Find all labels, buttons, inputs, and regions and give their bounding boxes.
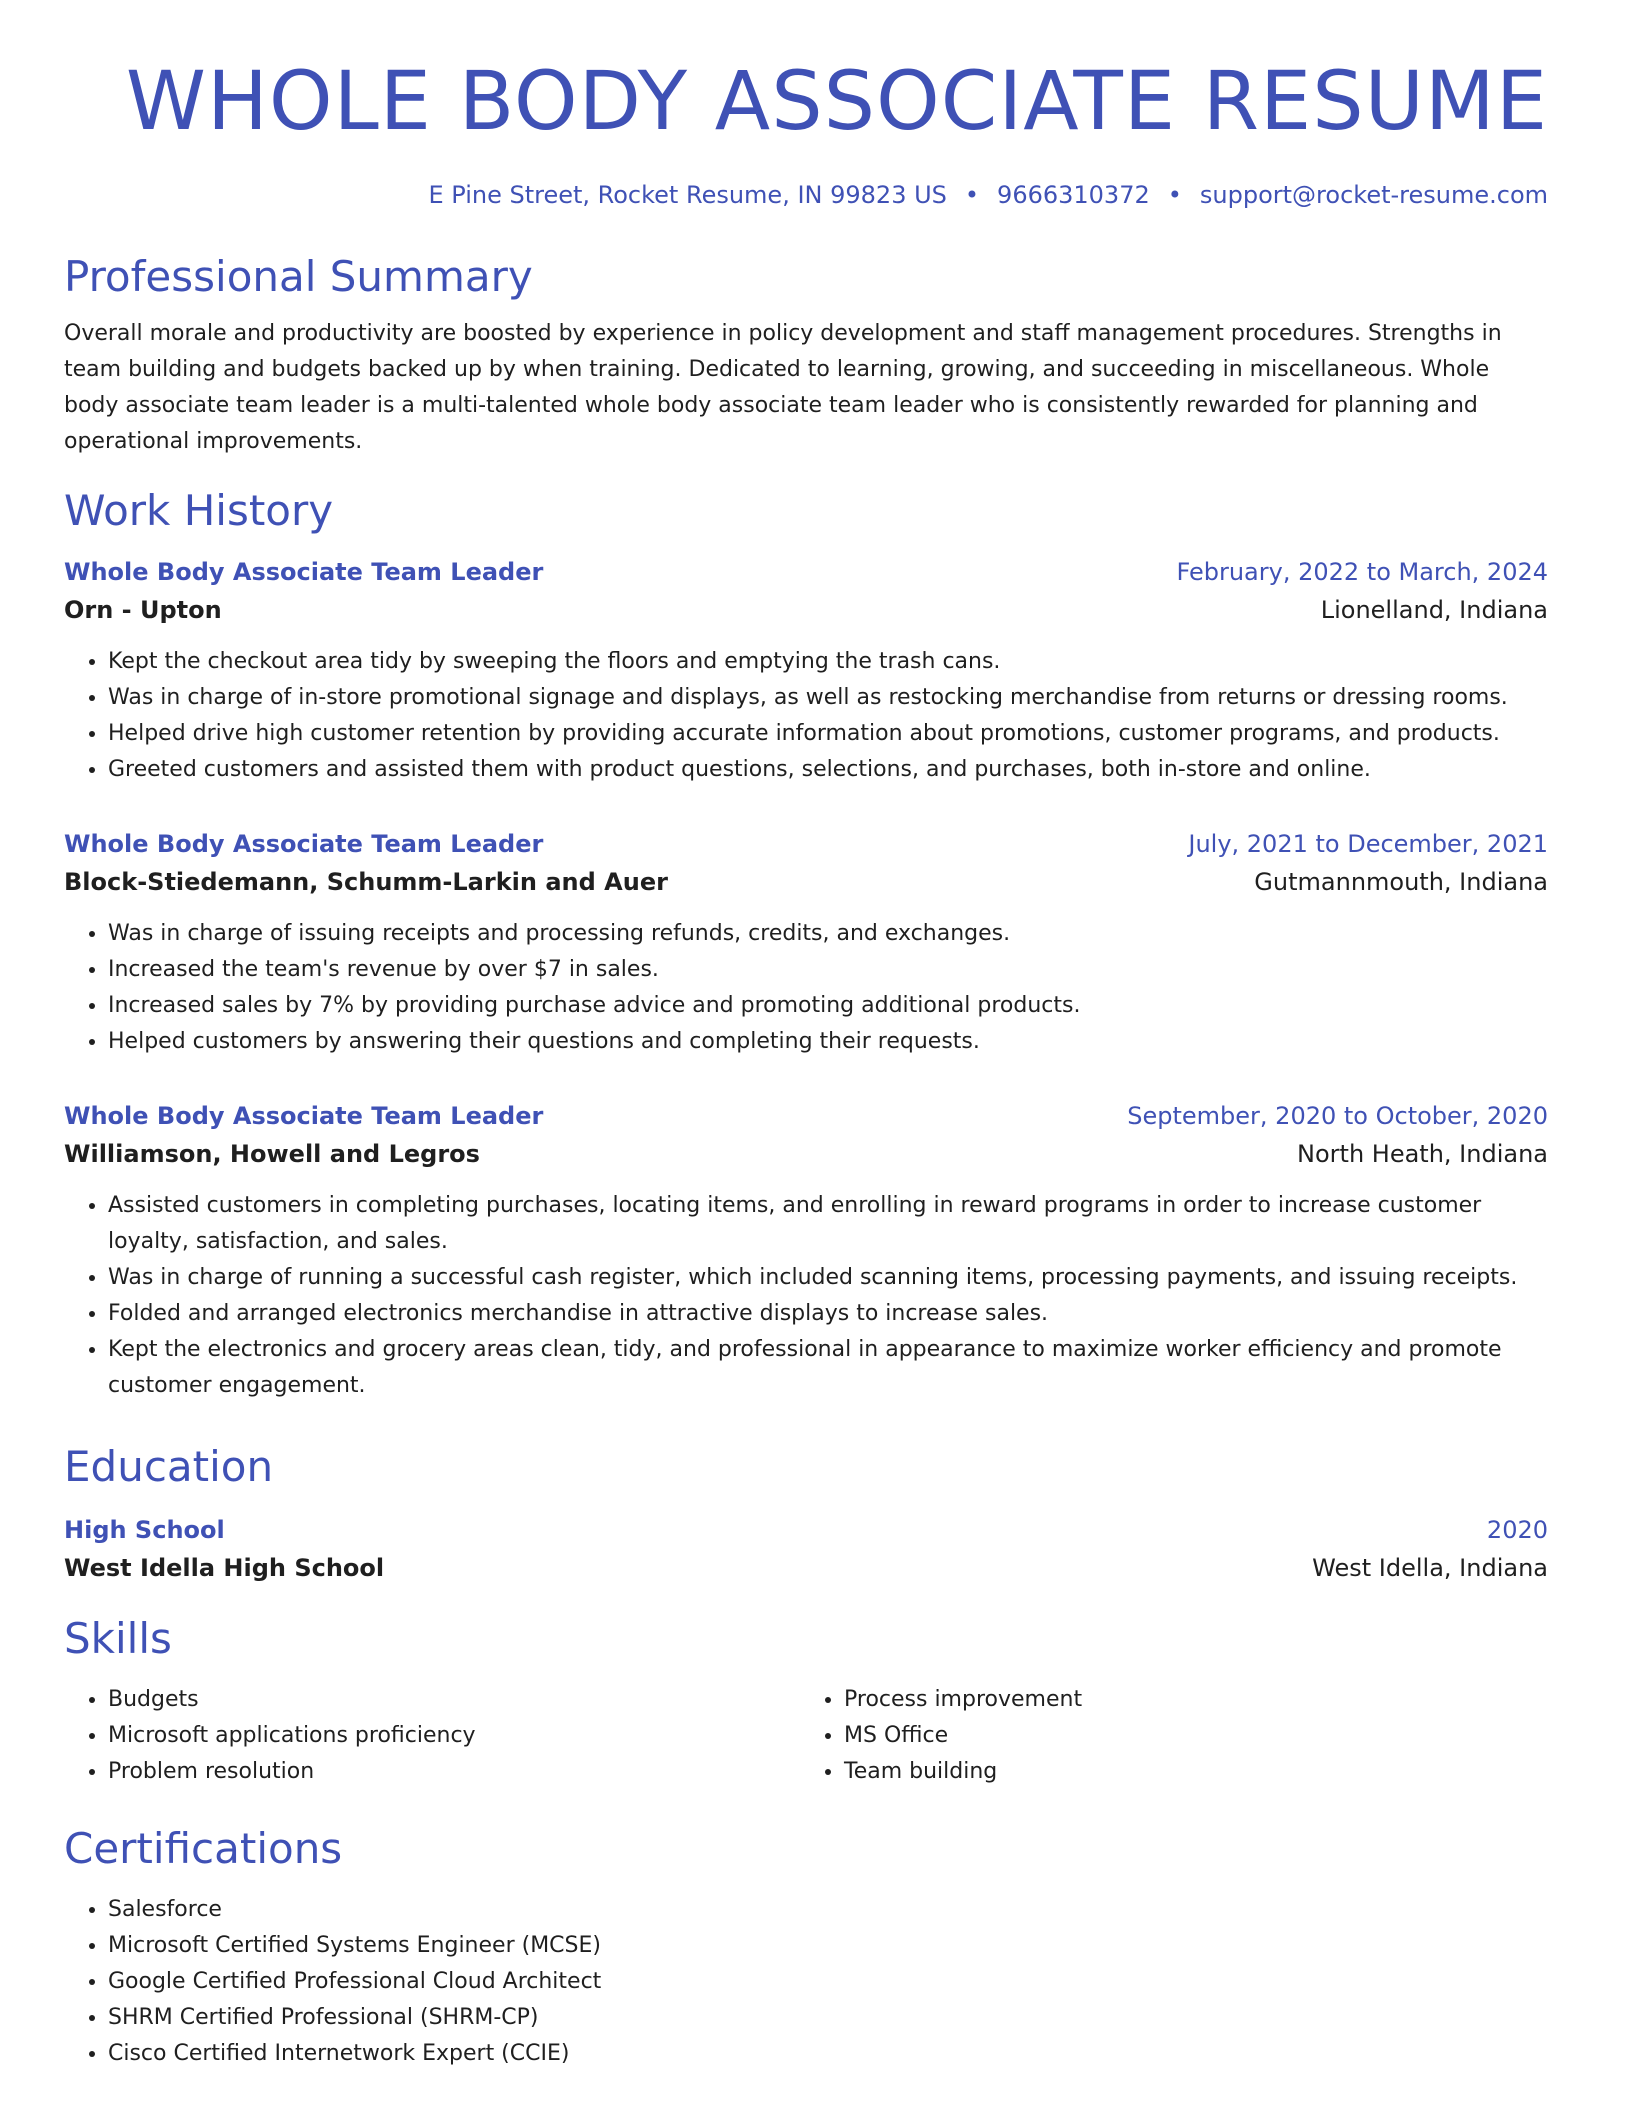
certification-item: • Google Certified Professional Cloud Architect — [108, 1964, 1548, 2000]
job-bullet: • Increased sales by 7% by providing purchase advice and promoting additional products. — [108, 988, 1548, 1024]
certifications-heading: Certifications — [64, 1824, 343, 1873]
skill-item: • Process improvement — [844, 1682, 1536, 1718]
education-degree: High School — [64, 1516, 225, 1544]
job-company: Block-Stiedemann, Schumm-Larkin and Auer — [64, 868, 668, 896]
job-entry — [64, 556, 1548, 788]
job-bullet: • Kept the electronics and grocery areas clean, tidy, and professional in appearance to maximize worker efficiency and promote customer engagement. — [108, 1332, 1548, 1404]
certification-item: • SHRM Certified Professional (SHRM-CP) — [108, 2000, 1548, 2036]
contact-address: E Pine Street, Rocket Resume, IN 99823 US — [428, 181, 947, 209]
skills-grid — [64, 1682, 1548, 1790]
work-history-heading: Work History — [64, 486, 334, 535]
job-company: Orn - Upton — [64, 596, 222, 624]
job-entry — [64, 828, 1548, 1060]
job-bullet: • Helped customers by answering their questions and completing their requests. — [108, 1024, 1548, 1060]
job-bullet: • Greeted customers and assisted them with product questions, selections, and purchases, both in-store and online. — [108, 752, 1548, 788]
certification-item: • Microsoft Certified Systems Engineer (MCSE) — [108, 1928, 1548, 1964]
contact-line — [64, 180, 1548, 210]
job-bullet: • Helped drive high customer retention by providing accurate information about promotions, customer programs, and products. — [108, 716, 1548, 752]
job-title: Whole Body Associate Team Leader — [64, 558, 544, 586]
education-school: West Idella High School — [64, 1554, 385, 1582]
job-bullet: • Was in charge of in-store promotional signage and displays, as well as restocking merchandise from returns or dressing rooms. — [108, 680, 1548, 716]
certification-item: • Salesforce — [108, 1892, 1548, 1928]
job-bullet: • Folded and arranged electronics merchandise in attractive displays to increase sales. — [108, 1296, 1548, 1332]
job-bullet: • Kept the checkout area tidy by sweeping the floors and emptying the trash cans. — [108, 644, 1548, 680]
job-title: Whole Body Associate Team Leader — [64, 1102, 544, 1130]
certifications-list — [64, 1892, 1548, 2072]
job-bullets — [64, 1188, 1548, 1404]
summary-heading: Professional Summary — [64, 252, 533, 301]
skill-item: • Budgets — [108, 1682, 800, 1718]
skills-heading: Skills — [64, 1614, 172, 1663]
skill-item: • Problem resolution — [108, 1754, 800, 1790]
job-location: North Heath, Indiana — [1297, 1140, 1548, 1168]
resume-title: WHOLE BODY ASSOCIATE RESUME — [125, 55, 1548, 149]
job-location: Gutmannmouth, Indiana — [1254, 868, 1548, 896]
education-year: 2020 — [1486, 1516, 1548, 1544]
job-bullet: • Was in charge of running a successful cash register, which included scanning items, processing payments, and issuing receipts. — [108, 1260, 1548, 1296]
job-bullet: • Was in charge of issuing receipts and processing refunds, credits, and exchanges. — [108, 916, 1548, 952]
contact-email[interactable]: support@rocket-resume.com — [1199, 181, 1548, 209]
job-bullets — [64, 644, 1548, 788]
skill-item: • Team building — [844, 1754, 1536, 1790]
job-entry — [64, 1100, 1548, 1404]
job-company: Williamson, Howell and Legros — [64, 1140, 480, 1168]
job-bullets — [64, 916, 1548, 1060]
job-dates: September, 2020 to October, 2020 — [1127, 1102, 1548, 1130]
skills-column-left — [64, 1682, 800, 1790]
skills-column-right — [800, 1682, 1536, 1790]
job-dates: February, 2022 to March, 2024 — [1176, 558, 1548, 586]
education-location: West Idella, Indiana — [1312, 1554, 1548, 1582]
job-bullet: • Assisted customers in completing purchases, locating items, and enrolling in reward programs in order to increase customer loyalty, satisfaction, and sales. — [108, 1188, 1548, 1260]
summary-text: Overall morale and productivity are boosted by experience in policy development and staff management procedures. Strengths in team building and budgets backed up by when training. Dedicated to learning, growing, and succeeding in miscellaneous. Whole body associate team leader is a multi-talented whole body associate team leader who is consistently rewarded for planning and operational improvements. — [64, 321, 1502, 454]
contact-separator: • — [1167, 181, 1182, 209]
skill-item: • Microsoft applications proficiency — [108, 1718, 800, 1754]
skill-item: • MS Office — [844, 1718, 1536, 1754]
certification-item: • Cisco Certified Internetwork Expert (CCIE) — [108, 2036, 1548, 2072]
job-dates: July, 2021 to December, 2021 — [1188, 830, 1548, 858]
contact-phone: 9666310372 — [997, 181, 1150, 209]
education-entry — [64, 1514, 1548, 1584]
education-heading: Education — [64, 1442, 274, 1491]
job-bullet: • Increased the team's revenue by over $7 in sales. — [108, 952, 1548, 988]
contact-separator: • — [964, 181, 980, 209]
job-location: Lionelland, Indiana — [1320, 596, 1548, 624]
job-title: Whole Body Associate Team Leader — [64, 830, 544, 858]
